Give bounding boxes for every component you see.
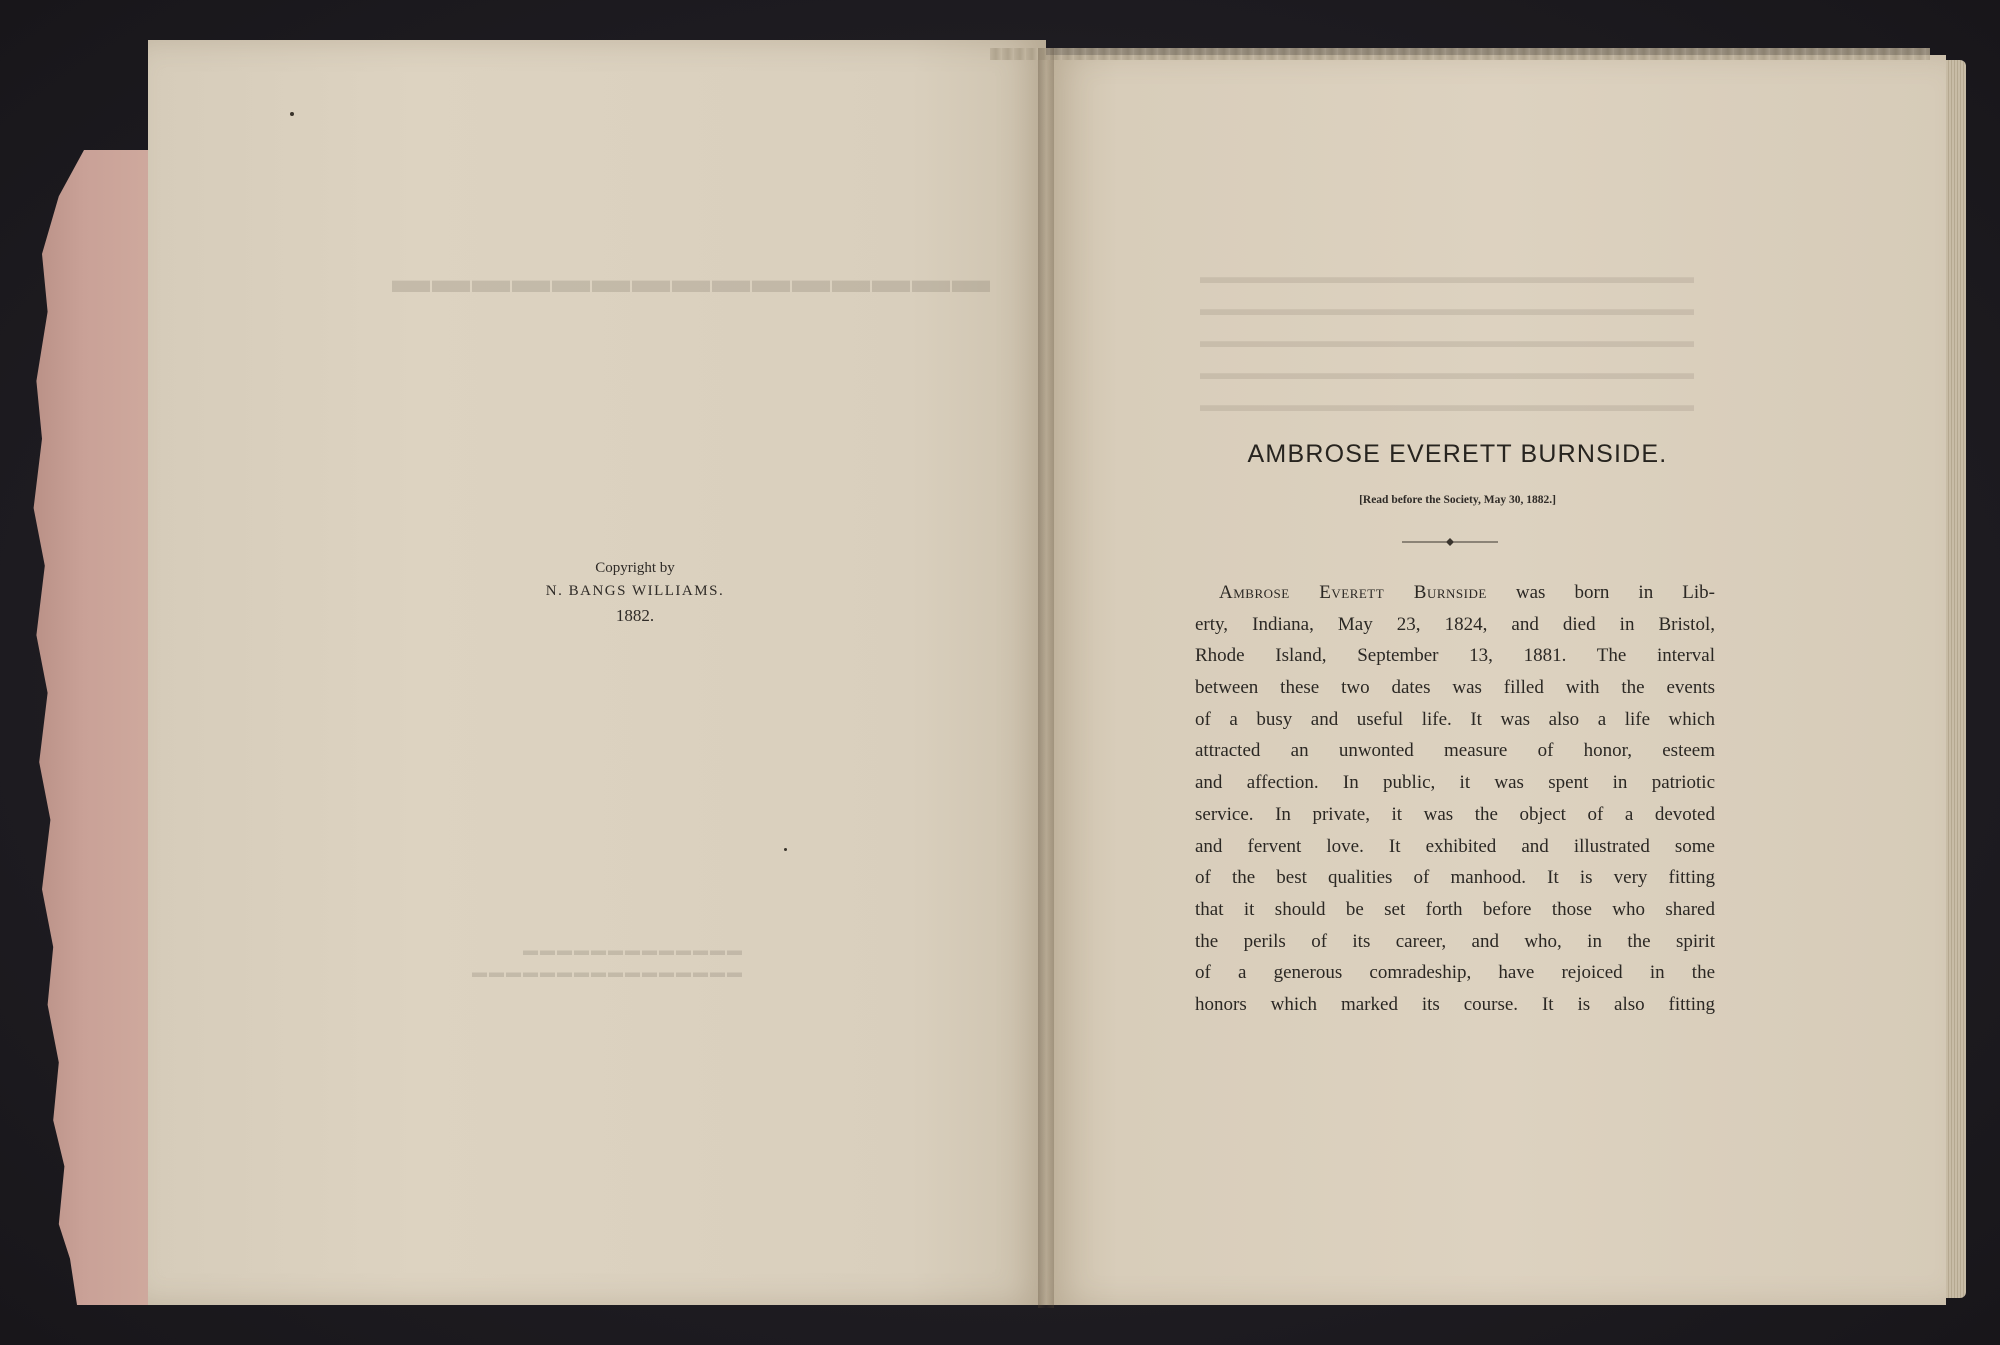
- page-subtitle: [Read before the Society, May 30, 1882.]: [1359, 494, 1556, 506]
- body-line: honors which marked its course. It is also fitting: [1195, 993, 1715, 1015]
- body-line: Ambrose Everett Burnside was born in Lib-: [1219, 582, 1715, 603]
- ornament-rule-icon: [1402, 536, 1498, 548]
- paper-speck: [290, 112, 294, 116]
- body-paragraph: [1195, 577, 1715, 1021]
- paper-speck: [784, 848, 787, 851]
- body-line: service. In private, it was the object of a devoted: [1195, 803, 1715, 825]
- body-line: between these two dates was filled with the events: [1195, 677, 1715, 699]
- left-page: [148, 40, 1046, 1305]
- body-line: Rhode Island, September 13, 1881. The interval: [1195, 645, 1715, 667]
- body-line: the perils of its career, and who, in the spirit: [1195, 930, 1715, 952]
- body-line: of a busy and useful life. It was also a life which: [1195, 708, 1715, 730]
- body-line: that it should be set forth before those who shared: [1195, 898, 1715, 920]
- body-line: and fervent love. It exhibited and illustrated some: [1195, 835, 1715, 857]
- body-line: erty, Indiana, May 23, 1824, and died in Bristol,: [1195, 613, 1715, 635]
- copyright-year: 1882.: [615, 606, 655, 625]
- book-gutter: [1038, 48, 1054, 1308]
- body-line: of the best qualities of manhood. It is very fitting: [1195, 867, 1715, 889]
- opening-name: Ambrose Everett Burnside: [1219, 582, 1487, 603]
- page-title: AMBROSE EVERETT BURNSIDE.: [1247, 440, 1668, 468]
- body-line: of a generous comradeship, have rejoiced in the: [1195, 962, 1715, 984]
- copyright-label: Copyright by: [595, 560, 675, 576]
- copyright-notice: [480, 560, 790, 626]
- body-line: and affection. In public, it was spent in patriotic: [1195, 772, 1715, 794]
- torn-flyleaf: [28, 150, 168, 1305]
- top-binding-edge: [990, 48, 1930, 60]
- body-line: attracted an unwonted measure of honor, esteem: [1195, 740, 1715, 762]
- bleed-through-text: ▬▬▬▬▬▬▬▬▬▬▬▬▬▬▬▬▬▬▬▬▬▬▬▬▬▬ ▬▬▬▬▬▬▬▬▬▬▬▬▬▬▬▬▬▬▬▬▬▬▬▬▬▬ ▬▬▬▬▬▬▬▬▬▬▬▬▬▬▬▬▬▬▬▬▬▬▬▬▬▬ ▬▬▬▬▬▬▬▬▬▬▬▬▬▬▬▬▬▬▬▬▬▬▬▬▬▬ ▬▬▬▬▬▬▬▬▬▬▬▬▬▬▬▬▬▬▬▬▬▬▬▬▬▬: [1200, 267, 1694, 416]
- copyright-holder: N. BANGS WILLIAMS.: [545, 583, 725, 599]
- bleed-through-imprint: ▬▬▬▬▬▬▬▬▬▬▬▬▬ ▬▬▬▬▬▬▬▬▬▬▬▬▬▬▬▬: [470, 943, 742, 981]
- bleed-through-title: ▬▬▬▬▬▬▬▬▬▬▬▬▬▬▬: [390, 259, 990, 301]
